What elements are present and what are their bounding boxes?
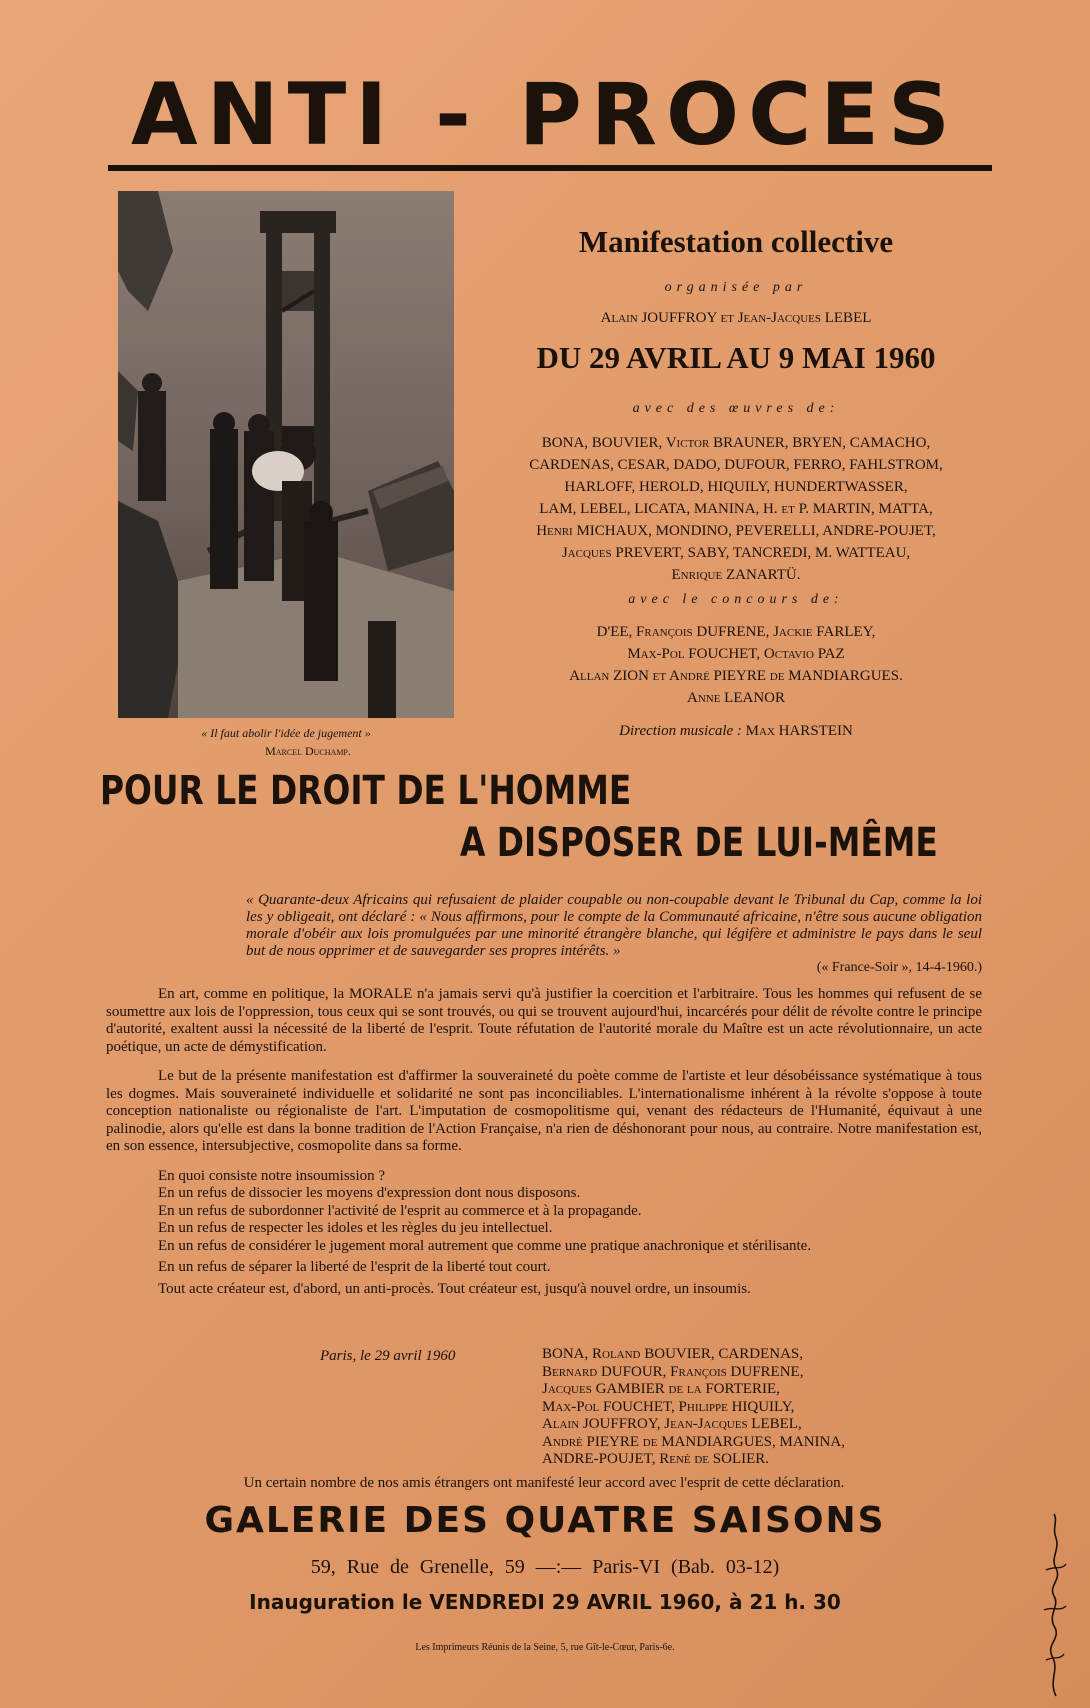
signatory-line: Bernard DUFOUR, François DUFRENE,: [542, 1363, 804, 1380]
manifesto-body: [106, 986, 982, 1298]
guillotine-photo: [118, 191, 454, 718]
manifestation-title: Manifestation collective: [578, 224, 894, 259]
handwritten-signature: [1034, 1510, 1074, 1700]
contributors-line: Max-Pol FOUCHET, Octavio PAZ: [627, 646, 845, 662]
headline-line-1: POUR LE DROIT DE L'HOMME: [100, 768, 632, 814]
musical-direction: [482, 723, 990, 740]
gallery-name: GALERIE DES QUATRE SAISONS: [204, 1500, 886, 1541]
press-quote: « Quarante-deux Africains qui refusaient de plaider coupable ou non-coupable devant le Tribunal du Cap, comme la loi les y obligeait, ont déclaré : « Nous affirmons, pour le compte de la Communauté africaine, n'être sous aucune obligation morale d'obéir aux lois promulguées par une minorité étrangère blanche, qui légifère et administre le pays dans le seul but de nous opprimer et de sauvegarder ses propres intérêts. »: [246, 892, 982, 959]
signatory-line: Max-Pol FOUCHET, Philippe HIQUILY,: [542, 1398, 795, 1415]
place-date: Paris, le 29 avril 1960: [320, 1348, 456, 1364]
refusal-item: En un refus de dissocier les moyens d'expression dont nous disposons.: [158, 1185, 581, 1201]
inauguration: Inauguration le VENDREDI 29 AVRIL 1960, à 21 h. 30: [249, 1590, 841, 1614]
printer-credit: Les Imprimeurs Réunis de la Seine, 5, rue Gît-le-Cœur, Paris-6e.: [415, 1642, 675, 1653]
headline-line-2: A DISPOSER DE LUI-MÊME: [460, 820, 938, 866]
artists-line: Jacques PREVERT, SABY, TANCREDI, M. WATTEAU,: [561, 545, 911, 561]
artists-line: HARLOFF, HEROLD, HIQUILY, HUNDERTWASSER,: [564, 479, 908, 495]
press-quote-source: (« France-Soir », 14-4-1960.): [816, 960, 982, 975]
artists-line: BONA, BOUVIER, Victor BRAUNER, BRYEN, CAMACHO,: [541, 435, 931, 451]
contributors-line: Anne LEANOR: [686, 690, 786, 706]
refusal-item: En un refus de séparer la liberté de l'esprit de la liberté tout court.: [158, 1259, 551, 1275]
photo-caption-author: Marcel Duchamp.: [265, 744, 351, 758]
musical-direction-label: Direction musicale :: [619, 723, 742, 739]
title-rule: [108, 165, 992, 171]
signatory-line: André PIEYRE de MANDIARGUES, MANINA,: [542, 1433, 845, 1450]
artists-list: [482, 432, 990, 586]
signatory-line: Alain JOUFFROY, Jean-Jacques LEBEL,: [542, 1416, 802, 1432]
artists-line: LAM, LEBEL, LICATA, MANINA, H. et P. MARTIN, MATTA,: [539, 501, 933, 517]
refusal-item: En un refus de respecter les idoles et les règles du jeu intellectuel.: [158, 1220, 553, 1236]
organizers: Alain JOUFFROY et Jean-Jacques LEBEL: [600, 310, 872, 326]
manifesto-question: En quoi consiste notre insoumission ?: [158, 1167, 386, 1184]
refusal-item: En un refus de subordonner l'activité de l'esprit au commerce et à la propagande.: [158, 1202, 642, 1219]
musical-director: Max HARSTEIN: [745, 723, 853, 739]
photo-caption-quote: « Il faut abolir l'idée de jugement »: [201, 726, 371, 740]
signatories-list: [542, 1346, 922, 1469]
contributors-list: [482, 621, 990, 709]
artists-line: Enrique ZANARTÜ.: [671, 567, 801, 583]
gallery-address: 59, Rue de Grenelle, 59 —:— Paris-VI (Bab. 03-12): [310, 1556, 780, 1578]
refusal-item: En un refus de considérer le jugement moral autrement que comme une pratique anachronique et stérilisante.: [158, 1237, 812, 1254]
artists-line: Henri MICHAUX, MONDINO, PEVERELLI, ANDRE-POUJET,: [536, 523, 936, 539]
works-label: avec des œuvres de:: [632, 401, 840, 416]
manifesto-paragraph: Le but de la présente manifestation est d'affirmer la souveraineté du poète comme de l'artiste et leur désobéissance systématique à tous les dogmes. Mais souveraineté individuelle et solidarité ne sont pas inconciliables. L'internationalisme inhérent à la révolte s'oppose à toute conception nationaliste ou régionaliste de l'art. L'imputation de cosmopolitisme qui, venant des rédacteurs de l'Humanité, équivaut à une palinodie, alors qu'elle est dans la bonne tradition de l'Action Française, n'a rien de déshonorant pour nous, au contraire. Notre manifestation est, en son essence, intersubjective, cosmopolite dans sa forme.: [106, 1068, 982, 1154]
artists-line: CARDENAS, CESAR, DADO, DUFOUR, FERRO, FAHLSTROM,: [529, 457, 943, 473]
exhibition-dates: DU 29 AVRIL AU 9 MAI 1960: [536, 340, 936, 375]
contributors-line: Allan ZION et André PIEYRE de MANDIARGUES.: [569, 668, 903, 684]
agreement-note: Un certain nombre de nos amis étrangers ont manifesté leur accord avec l'esprit de cette déclaration.: [243, 1475, 845, 1491]
manifesto-paragraph: En art, comme en politique, la MORALE n'a jamais servi qu'à justifier la coercition et l'arbitraire. Tous les hommes qui refusent de se soumettre aux lois de l'oppression, tous ceux qui se sont trouvés, ou qui se trouvent aujourd'hui, incarcérés pour délit de révolte contre le principe d'autorité, exaltent aussi la nécessité de la liberté de l'esprit. Toute réfutation de l'autorité morale du Maître est un acte révolutionnaire, un acte poétique, un acte de démystification.: [106, 986, 982, 1055]
signatory-line: BONA, Roland BOUVIER, CARDENAS,: [542, 1346, 804, 1362]
contributors-label: avec le concours de:: [628, 592, 844, 607]
manifesto-closing: Tout acte créateur est, d'abord, un anti-procès. Tout créateur est, jusqu'à nouvel ordre, un insoumis.: [158, 1280, 751, 1297]
poster-title: ANTI - PROCES: [131, 65, 959, 165]
signatory-line: Jacques GAMBIER de la FORTERIE,: [542, 1381, 780, 1397]
organized-by-label: organisée par: [664, 280, 808, 295]
guillotine-illustration: [118, 191, 454, 718]
contributors-line: D'EE, François DUFRENE, Jackie FARLEY,: [596, 624, 876, 640]
signatory-line: ANDRE-POUJET, René de SOLIER.: [542, 1451, 770, 1467]
